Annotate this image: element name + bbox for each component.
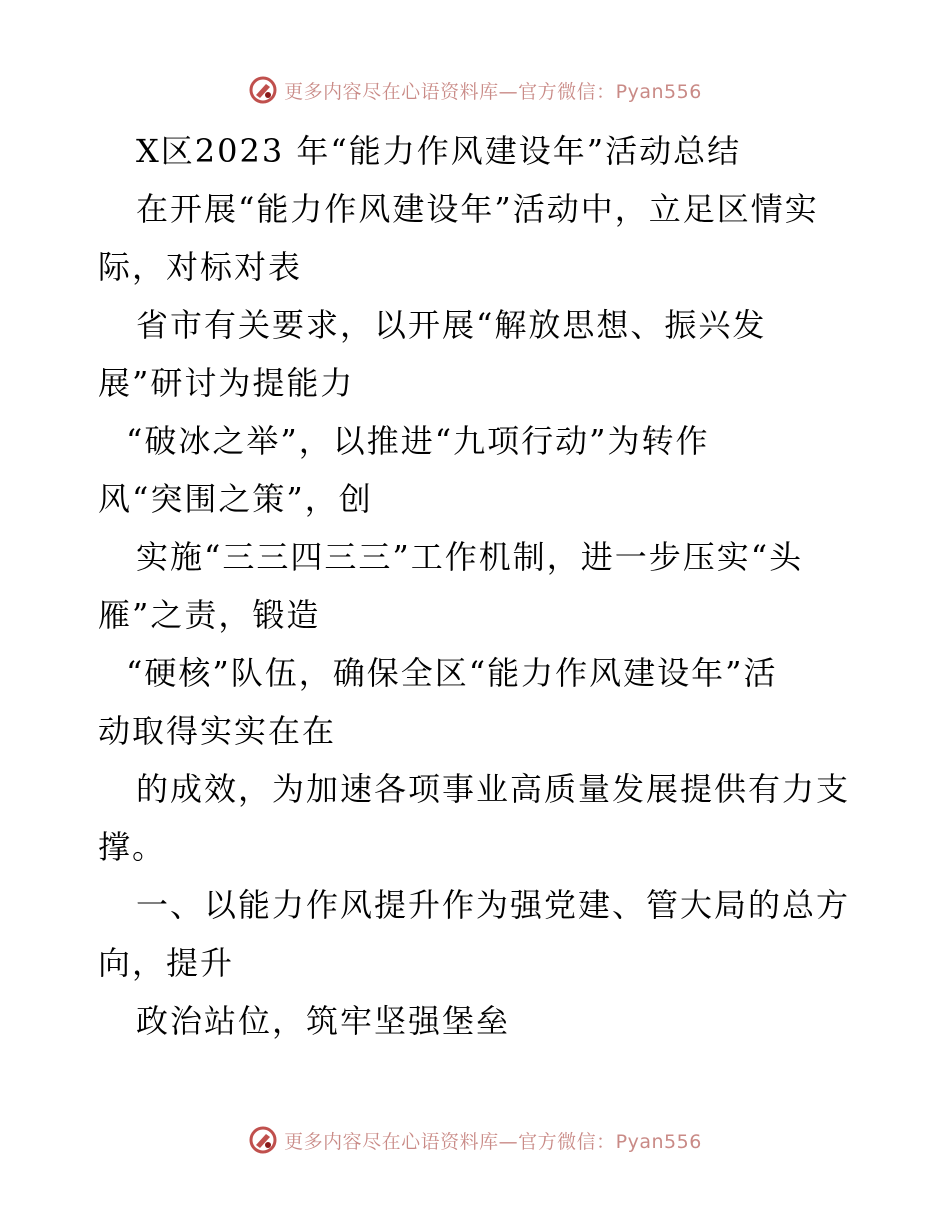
paragraph-line: 的成效，为加速各项事业高质量发展提供有力支 bbox=[136, 770, 851, 808]
paragraph-line: “硬核”队伍，确保全区“能力作风建设年”活 bbox=[126, 654, 778, 692]
footer-watermark bbox=[0, 1120, 950, 1160]
watermark-text: 更多内容尽在心语资料库—官方微信：Pyan556 bbox=[284, 80, 702, 103]
watermark-text: 更多内容尽在心语资料库—官方微信：Pyan556 bbox=[284, 1130, 702, 1153]
paragraph-line: 际，对标对表 bbox=[98, 248, 303, 286]
document-title: X区2023 年“能力作风建设年”活动总结 bbox=[136, 132, 742, 170]
section-heading: 向，提升 bbox=[98, 944, 235, 982]
paragraph-line: 展”研讨为提能力 bbox=[98, 364, 355, 402]
paragraph-line: 动取得实实在在 bbox=[98, 712, 337, 750]
seal-logo-icon bbox=[248, 1125, 278, 1155]
document-body bbox=[98, 122, 858, 1050]
paragraph-line: 撑。 bbox=[98, 828, 167, 866]
paragraph-line: 在开展“能力作风建设年”活动中，立足区情实 bbox=[136, 190, 819, 228]
paragraph-line: 实施“三三四三三”工作机制，进一步压实“头 bbox=[136, 538, 804, 576]
paragraph-line: “破冰之举”，以推进“九项行动”为转作 bbox=[126, 422, 710, 460]
header-watermark bbox=[0, 70, 950, 110]
section-heading: 政治站位，筑牢坚强堡垒 bbox=[136, 1002, 511, 1040]
paragraph-line: 雁”之责，锻造 bbox=[98, 596, 321, 634]
seal-logo-icon bbox=[248, 75, 278, 105]
section-heading: 一、以能力作风提升作为强党建、管大局的总方 bbox=[136, 886, 851, 924]
paragraph-line: 风“突围之策”，创 bbox=[98, 480, 373, 518]
paragraph-line: 省市有关要求，以开展“解放思想、振兴发 bbox=[136, 306, 767, 344]
